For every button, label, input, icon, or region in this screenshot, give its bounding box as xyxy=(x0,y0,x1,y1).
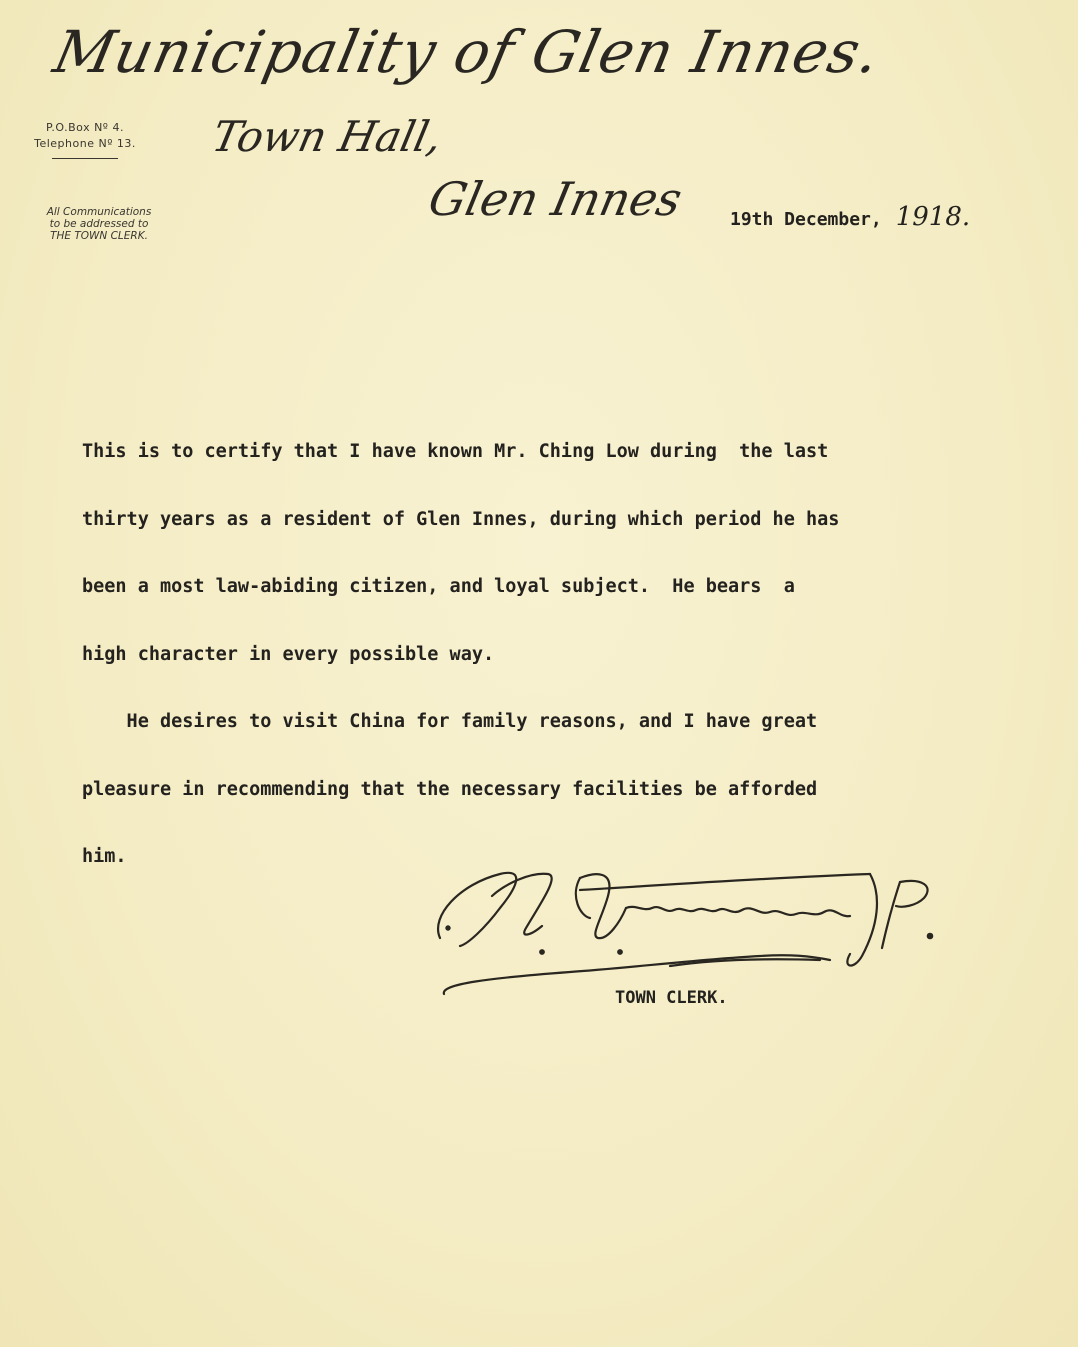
date-text: 19th December, xyxy=(730,209,882,230)
body-line: him. xyxy=(82,846,127,867)
letterhead-title: Municipality of Glen Innes. xyxy=(48,18,887,86)
po-box: P.O.Box Nº 4. xyxy=(46,121,124,134)
body-line: He desires to visit China for family reasons, and I have great xyxy=(82,711,818,732)
handwritten-signature xyxy=(430,856,950,1006)
telephone: Telephone Nº 13. xyxy=(34,137,136,150)
contact-rule xyxy=(52,158,118,159)
body-line: high character in every possible way. xyxy=(82,643,495,665)
note-line-1: All Communications xyxy=(46,206,152,218)
note-line-2: to be addressed to xyxy=(49,218,149,230)
body-line: This is to certify that I have known Mr. Ching Low during the last xyxy=(82,441,829,462)
body-line: been a most law-abiding citizen, and loyal subject. He bears a xyxy=(82,576,795,597)
letter-body xyxy=(82,418,1022,891)
letterhead-hall: Town Hall, xyxy=(208,112,447,161)
letter-date xyxy=(730,202,970,232)
body-line: pleasure in recommending that the necessary facilities be afforded xyxy=(82,778,818,800)
date-year: 1918. xyxy=(895,202,971,232)
letterhead-contact xyxy=(30,120,140,159)
letterhead-place: Glen Innes xyxy=(424,172,687,226)
letterhead-note xyxy=(24,206,174,242)
body-line: thirty years as a resident of Glen Innes, during which period he has xyxy=(82,508,840,530)
closing-title: TOWN CLERK. xyxy=(615,988,728,1008)
note-line-3: THE TOWN CLERK. xyxy=(50,230,148,242)
